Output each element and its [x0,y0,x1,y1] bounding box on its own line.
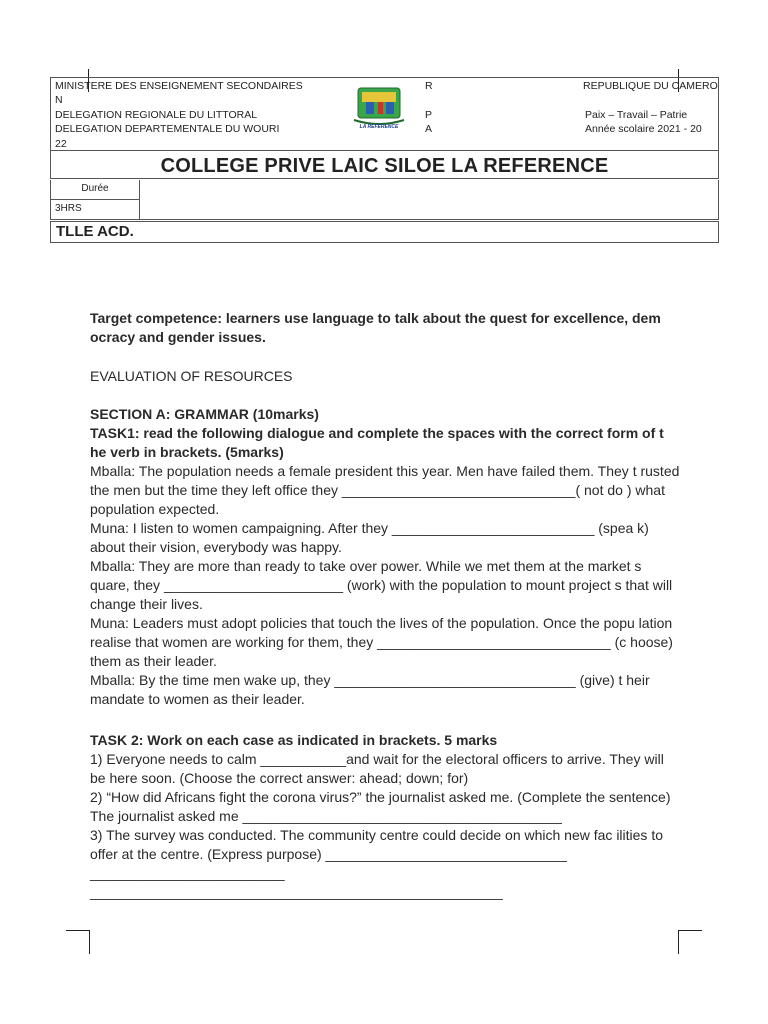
logo-text: LA REFERENCE [359,124,399,130]
header-middle-a: A [425,123,433,135]
task2-question-3-answer-line-2: _____________________________________________________ [90,884,503,900]
dialogue-line-1: Mballa: The population needs a female president this year. Men have failed them. They t rusted the men but the time they left office they ______________________________( not do ) what population expected. [90,463,680,517]
duration-value: 3HRS [55,203,82,214]
task2-question-1: 1) Everyone needs to calm ___________and wait for the electoral officers to arrive. They will be here soon. (Choose the correct answer: ahead; down; for) [90,751,664,786]
crop-mark-bottom-right-h [678,930,702,931]
crop-mark-bottom-left-h [66,930,90,931]
header-right-line2: Paix – Travail – Patrie [585,109,688,121]
crop-mark-bottom-left-v [89,930,90,954]
header-middle-p: P [425,109,433,121]
evaluation-heading: EVALUATION OF RESOURCES [90,368,293,384]
header-right-line3: Année scolaire 2021 - 20 [585,123,702,135]
task2 [90,731,682,902]
school-logo [348,84,410,130]
task2-heading: TASK 2: Work on each case as indicated in brackets. 5 marks [90,732,498,748]
evaluation-heading-wrap [90,367,682,386]
task2-question-3-answer-line-1: _________________________ [90,865,285,881]
dialogue-line-5: Mballa: By the time men wake up, they _______________________________ (give) t heir mandate to women as their leader. [90,672,650,707]
task2-question-3: 3) The survey was conducted. The community centre could decide on which new fac ilities to offer at the centre. (Express purpose) _______________________________ [90,827,663,862]
dialogue-line-2: Muna: I listen to women campaigning. After they __________________________ (spea k) about their vision, everybody was happy. [90,520,649,555]
duration-table [50,180,719,220]
duration-label: Durée [81,183,109,194]
header-middle-r: R [425,80,433,92]
header-left-line1: MINISTERE DES ENSEIGNEMENT SECONDAIRES [55,80,303,92]
task2-question-2-answer-line: The journalist asked me _________________________________________ [90,808,562,824]
school-title: COLLEGE PRIVE LAIC SILOE LA REFERENCE [50,150,719,181]
competence-paragraph [90,309,682,347]
header-right-line1: REPUBLIQUE DU CAMERO [583,80,718,92]
section-a [90,405,682,709]
header-left-line5: 22 [55,138,67,150]
competence-text: Target competence: learners use language to talk about the quest for excellence, dem ocracy and gender issues. [90,310,661,345]
dialogue-line-3: Mballa: They are more than ready to take over power. While we met them at the market s quare, they _______________________ (work) with the population to mount project s that will change their lives. [90,558,673,612]
duration-divider [51,199,139,200]
header-left-line2: N [55,94,63,106]
task2-question-2: 2) “How did Africans fight the corona virus?” the journalist asked me. (Complete the sentence) [90,789,671,805]
task1-heading: TASK1: read the following dialogue and complete the spaces with the correct form of t he verb in brackets. (5marks) [90,425,664,460]
crop-mark-bottom-right-v [678,930,679,954]
section-a-heading: SECTION A: GRAMMAR (10marks) [90,406,319,422]
header-left-line4: DELEGATION DEPARTEMENTALE DU WOURI [55,123,280,135]
header-left-line3: DELEGATION REGIONALE DU LITTORAL [55,109,258,121]
dialogue-line-4: Muna: Leaders must adopt policies that touch the lives of the population. Once the popu lation realise that women are working for them, they ______________________________ (c hoose) them as their leader. [90,615,673,669]
class-label: TLLE ACD. [50,221,719,243]
